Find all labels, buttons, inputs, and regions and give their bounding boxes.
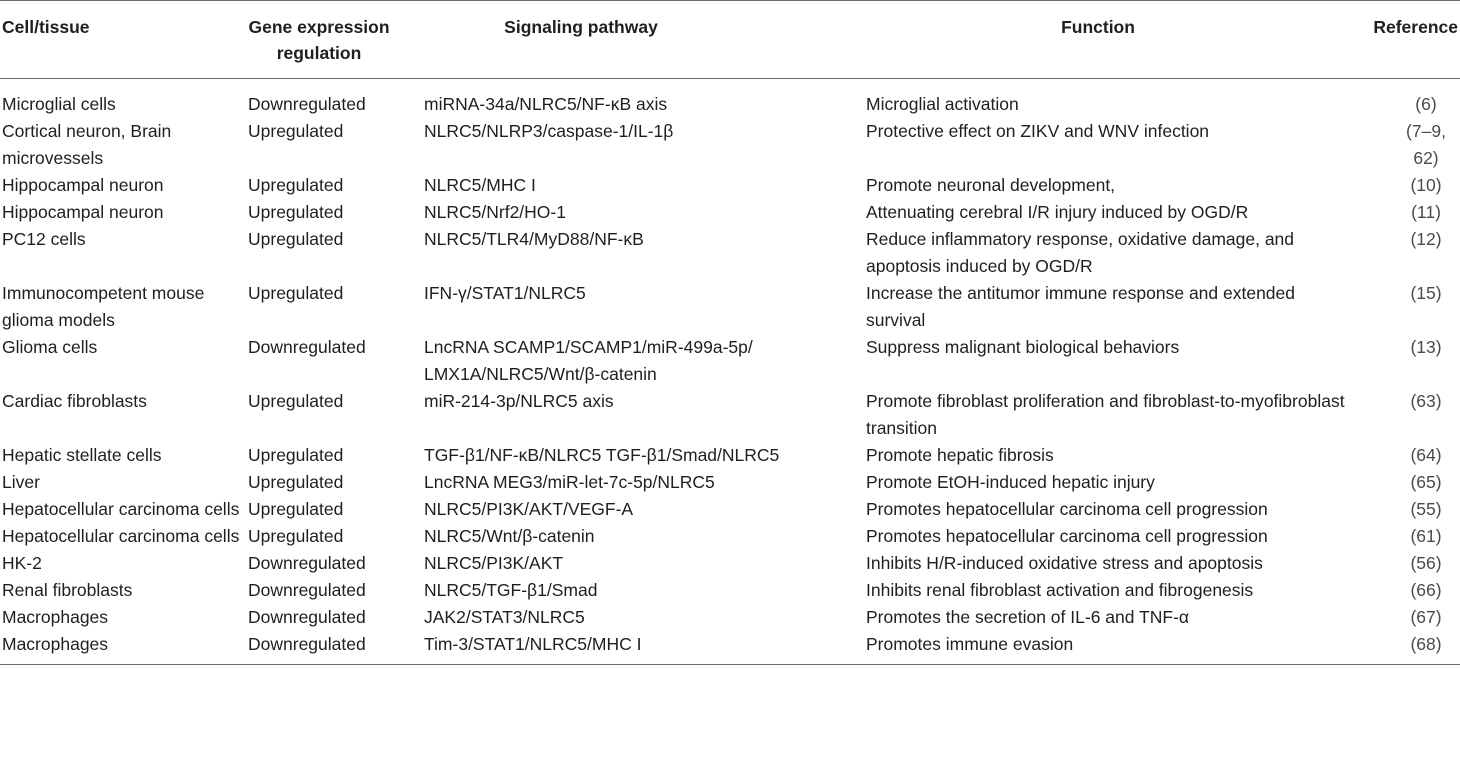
cell-function: Protective effect on ZIKV and WNV infection [866, 121, 1210, 141]
cell-signaling-pathway: miR-214-3p/NLRC5 axis [424, 391, 614, 411]
cell-signaling-pathway: NLRC5/NLRP3/caspase-1/IL-1β [424, 121, 674, 141]
cell-cell-tissue: PC12 cells [2, 229, 86, 249]
cell-function: Increase the antitumor immune response and extended survival [866, 283, 1296, 330]
header-reference: Reference [1373, 17, 1458, 37]
cell-signaling-pathway: TGF-β1/NF-κB/NLRC5 TGF-β1/Smad/NLRC5 [424, 445, 780, 465]
table-row [0, 199, 1460, 226]
cell-gene-regulation: Upregulated [248, 526, 344, 546]
cell-signaling-pathway: NLRC5/Nrf2/HO-1 [424, 202, 566, 222]
cell-reference: (68) [1410, 634, 1442, 654]
cell-reference: (55) [1410, 499, 1442, 519]
cell-signaling-pathway: JAK2/STAT3/NLRC5 [424, 607, 585, 627]
cell-reference: (61) [1410, 526, 1442, 546]
header-cell-tissue: Cell/tissue [2, 17, 90, 37]
cell-function: Promotes hepatocellular carcinoma cell progression [866, 499, 1268, 519]
cell-cell-tissue: Cortical neuron, Brain microvessels [2, 121, 172, 168]
cell-cell-tissue: Liver [2, 472, 40, 492]
cell-reference: (6) [1415, 94, 1437, 114]
cell-cell-tissue: HK-2 [2, 553, 42, 573]
table-row [0, 280, 1460, 334]
table-row [0, 226, 1460, 280]
cell-cell-tissue: Macrophages [2, 607, 109, 627]
table-row [0, 388, 1460, 442]
cell-signaling-pathway: NLRC5/TLR4/MyD88/NF-κB [424, 229, 644, 249]
table-row [0, 469, 1460, 496]
cell-function: Promote fibroblast proliferation and fibroblast-to-myofibroblast transition [866, 391, 1345, 438]
cell-cell-tissue: Hippocampal neuron [2, 175, 164, 195]
cell-gene-regulation: Downregulated [248, 337, 366, 357]
cell-function: Promote hepatic fibrosis [866, 445, 1054, 465]
cell-function: Promotes immune evasion [866, 634, 1074, 654]
cell-reference: (64) [1410, 445, 1442, 465]
cell-reference: (67) [1410, 607, 1442, 627]
cell-reference: (65) [1410, 472, 1442, 492]
table-row [0, 523, 1460, 550]
cell-reference: (11) [1411, 202, 1441, 222]
cell-gene-regulation: Upregulated [248, 229, 344, 249]
table-body [0, 79, 1460, 665]
cell-function: Inhibits H/R-induced oxidative stress and apoptosis [866, 553, 1263, 573]
table-row [0, 550, 1460, 577]
table-row [0, 334, 1460, 388]
cell-cell-tissue: Hippocampal neuron [2, 202, 164, 222]
header-gene-expression-line2: regulation [276, 43, 362, 63]
cell-reference: (63) [1410, 391, 1442, 411]
cell-function: Suppress malignant biological behaviors [866, 337, 1180, 357]
table-row [0, 442, 1460, 469]
cell-gene-regulation: Downregulated [248, 553, 366, 573]
cell-reference: (12) [1410, 229, 1442, 249]
table-row [0, 577, 1460, 604]
cell-gene-regulation: Downregulated [248, 607, 366, 627]
cell-function: Promote neuronal development, [866, 175, 1116, 195]
table-row [0, 604, 1460, 631]
table-header [0, 1, 1460, 79]
cell-function: Inhibits renal fibroblast activation and fibrogenesis [866, 580, 1254, 600]
cell-gene-regulation: Upregulated [248, 175, 344, 195]
cell-reference: (15) [1410, 283, 1442, 303]
cell-gene-regulation: Upregulated [248, 121, 344, 141]
cell-signaling-pathway: NLRC5/PI3K/AKT [424, 553, 564, 573]
cell-cell-tissue: Hepatocellular carcinoma cells [2, 526, 240, 546]
cell-gene-regulation: Downregulated [248, 94, 366, 114]
cell-gene-regulation: Upregulated [248, 391, 344, 411]
header-function: Function [1061, 17, 1135, 37]
cell-function: Promotes hepatocellular carcinoma cell progression [866, 526, 1268, 546]
cell-cell-tissue: Microglial cells [2, 94, 116, 114]
cell-signaling-pathway: NLRC5/MHC I [424, 175, 536, 195]
cell-gene-regulation: Downregulated [248, 580, 366, 600]
cell-signaling-pathway: miRNA-34a/NLRC5/NF-κB axis [424, 94, 668, 114]
cell-reference: (7–9, 62) [1406, 121, 1446, 168]
cell-reference: (56) [1410, 553, 1442, 573]
cell-function: Promote EtOH-induced hepatic injury [866, 472, 1155, 492]
cell-signaling-pathway: NLRC5/TGF-β1/Smad [424, 580, 598, 600]
cell-cell-tissue: Macrophages [2, 634, 109, 654]
cell-gene-regulation: Downregulated [248, 634, 366, 654]
cell-signaling-pathway: LncRNA SCAMP1/SCAMP1/miR-499a-5p/ LMX1A/NLRC5/Wnt/β-catenin [424, 337, 753, 384]
cell-function: Reduce inflammatory response, oxidative damage, and apoptosis induced by OGD/R [866, 229, 1295, 276]
cell-function: Promotes the secretion of IL-6 and TNF-α [866, 607, 1189, 627]
cell-reference: (10) [1410, 175, 1442, 195]
cell-cell-tissue: Hepatocellular carcinoma cells [2, 499, 240, 519]
cell-cell-tissue: Glioma cells [2, 337, 98, 357]
table-row [0, 496, 1460, 523]
cell-reference: (13) [1410, 337, 1442, 357]
table-row [0, 631, 1460, 665]
cell-gene-regulation: Upregulated [248, 283, 344, 303]
cell-gene-regulation: Upregulated [248, 445, 344, 465]
cell-cell-tissue: Immunocompetent mouse glioma models [2, 283, 205, 330]
cell-gene-regulation: Upregulated [248, 499, 344, 519]
cell-cell-tissue: Cardiac fibroblasts [2, 391, 147, 411]
header-signaling-pathway: Signaling pathway [504, 17, 658, 37]
cell-gene-regulation: Upregulated [248, 202, 344, 222]
cell-gene-regulation: Upregulated [248, 472, 344, 492]
cell-function: Microglial activation [866, 94, 1019, 114]
cell-signaling-pathway: Tim-3/STAT1/NLRC5/MHC I [424, 634, 642, 654]
cell-signaling-pathway: LncRNA MEG3/miR-let-7c-5p/NLRC5 [424, 472, 715, 492]
cell-signaling-pathway: NLRC5/Wnt/β-catenin [424, 526, 595, 546]
header-row [0, 1, 1460, 79]
header-gene-expression [248, 1, 420, 79]
header-gene-expression-line1: Gene expression [248, 17, 390, 37]
table-row [0, 172, 1460, 199]
cell-signaling-pathway: NLRC5/PI3K/AKT/VEGF-A [424, 499, 634, 519]
cell-cell-tissue: Hepatic stellate cells [2, 445, 162, 465]
table-row [0, 118, 1460, 172]
cell-function: Attenuating cerebral I/R injury induced by OGD/R [866, 202, 1249, 222]
cell-signaling-pathway: IFN-γ/STAT1/NLRC5 [424, 283, 586, 303]
table-row [0, 79, 1460, 119]
cell-cell-tissue: Renal fibroblasts [2, 580, 133, 600]
cell-reference: (66) [1410, 580, 1442, 600]
